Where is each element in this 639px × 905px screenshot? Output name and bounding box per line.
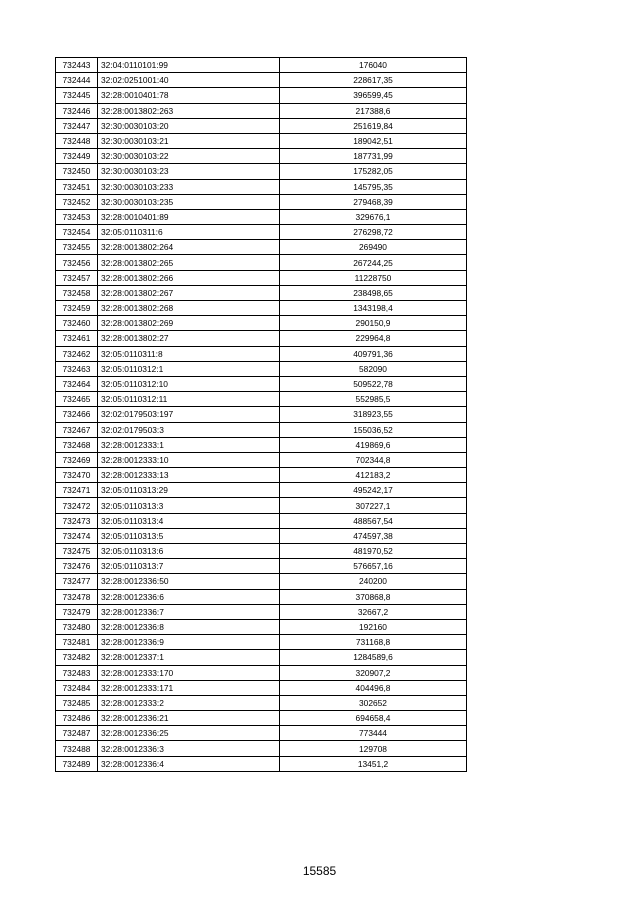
table-row — [56, 619, 467, 634]
cadastral-number-cell: 32:28:0012336:7 — [98, 604, 280, 619]
cadastral-number-cell: 32:28:0012337:1 — [98, 650, 280, 665]
table-row — [56, 726, 467, 741]
value-cell: 176040 — [280, 58, 467, 73]
value-cell: 419869,6 — [280, 437, 467, 452]
value-cell: 488567,54 — [280, 513, 467, 528]
table-row — [56, 422, 467, 437]
table-row — [56, 711, 467, 726]
value-cell: 509522,78 — [280, 376, 467, 391]
value-cell: 187731,99 — [280, 149, 467, 164]
cadastral-number-cell: 32:30:0030103:20 — [98, 118, 280, 133]
cadastral-number-cell: 32:28:0012333:10 — [98, 452, 280, 467]
table-row — [56, 361, 467, 376]
record-id-cell: 732479 — [56, 604, 98, 619]
record-id-cell: 732486 — [56, 711, 98, 726]
record-id-cell: 732472 — [56, 498, 98, 513]
cadastral-number-cell: 32:28:0012333:171 — [98, 680, 280, 695]
cadastral-number-cell: 32:05:0110312:1 — [98, 361, 280, 376]
value-cell: 702344,8 — [280, 452, 467, 467]
record-id-cell: 732473 — [56, 513, 98, 528]
cadastral-number-cell: 32:28:0013802:269 — [98, 316, 280, 331]
record-id-cell: 732476 — [56, 559, 98, 574]
record-id-cell: 732450 — [56, 164, 98, 179]
cadastral-number-cell: 32:05:0110313:3 — [98, 498, 280, 513]
record-id-cell: 732477 — [56, 574, 98, 589]
value-cell: 217388,6 — [280, 103, 467, 118]
table-row — [56, 149, 467, 164]
table-row — [56, 209, 467, 224]
table-row — [56, 635, 467, 650]
value-cell: 240200 — [280, 574, 467, 589]
cadastral-number-cell: 32:05:0110312:11 — [98, 392, 280, 407]
cadastral-number-cell: 32:28:0013802:264 — [98, 240, 280, 255]
record-id-cell: 732443 — [56, 58, 98, 73]
value-cell: 13451,2 — [280, 756, 467, 771]
value-cell: 552985,5 — [280, 392, 467, 407]
record-id-cell: 732487 — [56, 726, 98, 741]
value-cell: 320907,2 — [280, 665, 467, 680]
cadastral-number-cell: 32:02:0179503:3 — [98, 422, 280, 437]
cadastral-number-cell: 32:05:0110311:6 — [98, 225, 280, 240]
table-row — [56, 468, 467, 483]
value-cell: 238498,65 — [280, 285, 467, 300]
table-row — [56, 756, 467, 771]
table-row — [56, 483, 467, 498]
value-cell: 155036,52 — [280, 422, 467, 437]
cadastral-number-cell: 32:28:0013802:268 — [98, 301, 280, 316]
table-row — [56, 574, 467, 589]
record-id-cell: 732475 — [56, 544, 98, 559]
value-cell: 582090 — [280, 361, 467, 376]
record-id-cell: 732468 — [56, 437, 98, 452]
record-id-cell: 732480 — [56, 619, 98, 634]
record-id-cell: 732470 — [56, 468, 98, 483]
records-table-body — [56, 58, 467, 772]
record-id-cell: 732482 — [56, 650, 98, 665]
record-id-cell: 732463 — [56, 361, 98, 376]
value-cell: 175282,05 — [280, 164, 467, 179]
table-row — [56, 58, 467, 73]
cadastral-number-cell: 32:28:0012336:21 — [98, 711, 280, 726]
value-cell: 11228750 — [280, 270, 467, 285]
table-row — [56, 741, 467, 756]
record-id-cell: 732451 — [56, 179, 98, 194]
record-id-cell: 732455 — [56, 240, 98, 255]
cadastral-number-cell: 32:28:0012333:2 — [98, 695, 280, 710]
record-id-cell: 732454 — [56, 225, 98, 240]
record-id-cell: 732462 — [56, 346, 98, 361]
record-id-cell: 732467 — [56, 422, 98, 437]
cadastral-number-cell: 32:28:0012336:50 — [98, 574, 280, 589]
value-cell: 276298,72 — [280, 225, 467, 240]
table-row — [56, 179, 467, 194]
value-cell: 731168,8 — [280, 635, 467, 650]
record-id-cell: 732485 — [56, 695, 98, 710]
cadastral-number-cell: 32:28:0013802:265 — [98, 255, 280, 270]
value-cell: 290150,9 — [280, 316, 467, 331]
cadastral-number-cell: 32:02:0179503:197 — [98, 407, 280, 422]
value-cell: 269490 — [280, 240, 467, 255]
value-cell: 267244,25 — [280, 255, 467, 270]
cadastral-number-cell: 32:04:0110101:99 — [98, 58, 280, 73]
value-cell: 495242,17 — [280, 483, 467, 498]
record-id-cell: 732469 — [56, 452, 98, 467]
record-id-cell: 732456 — [56, 255, 98, 270]
record-id-cell: 732458 — [56, 285, 98, 300]
value-cell: 412183,2 — [280, 468, 467, 483]
cadastral-number-cell: 32:05:0110313:4 — [98, 513, 280, 528]
cadastral-number-cell: 32:28:0012336:4 — [98, 756, 280, 771]
table-row — [56, 528, 467, 543]
table-row — [56, 559, 467, 574]
record-id-cell: 732461 — [56, 331, 98, 346]
cadastral-number-cell: 32:28:0012333:13 — [98, 468, 280, 483]
record-id-cell: 732453 — [56, 209, 98, 224]
table-row — [56, 392, 467, 407]
table-row — [56, 665, 467, 680]
cadastral-number-cell: 32:28:0012336:9 — [98, 635, 280, 650]
page-number: 15585 — [302, 864, 337, 878]
table-row — [56, 437, 467, 452]
record-id-cell: 732446 — [56, 103, 98, 118]
cadastral-number-cell: 32:02:0251001:40 — [98, 73, 280, 88]
cadastral-number-cell: 32:30:0030103:23 — [98, 164, 280, 179]
record-id-cell: 732483 — [56, 665, 98, 680]
cadastral-number-cell: 32:28:0013802:267 — [98, 285, 280, 300]
record-id-cell: 732466 — [56, 407, 98, 422]
record-id-cell: 732459 — [56, 301, 98, 316]
value-cell: 192160 — [280, 619, 467, 634]
cadastral-number-cell: 32:30:0030103:21 — [98, 133, 280, 148]
value-cell: 409791,36 — [280, 346, 467, 361]
record-id-cell: 732488 — [56, 741, 98, 756]
cadastral-number-cell: 32:28:0013802:266 — [98, 270, 280, 285]
cadastral-number-cell: 32:30:0030103:233 — [98, 179, 280, 194]
table-row — [56, 88, 467, 103]
table-row — [56, 240, 467, 255]
value-cell: 481970,52 — [280, 544, 467, 559]
records-table — [55, 57, 467, 772]
table-row — [56, 285, 467, 300]
record-id-cell: 732474 — [56, 528, 98, 543]
table-row — [56, 544, 467, 559]
table-row — [56, 498, 467, 513]
cadastral-number-cell: 32:28:0010401:89 — [98, 209, 280, 224]
table-row — [56, 376, 467, 391]
cadastral-number-cell: 32:05:0110313:6 — [98, 544, 280, 559]
value-cell: 279468,39 — [280, 194, 467, 209]
cadastral-number-cell: 32:05:0110313:5 — [98, 528, 280, 543]
table-row — [56, 407, 467, 422]
cadastral-number-cell: 32:30:0030103:22 — [98, 149, 280, 164]
record-id-cell: 732478 — [56, 589, 98, 604]
table-row — [56, 103, 467, 118]
value-cell: 576657,16 — [280, 559, 467, 574]
record-id-cell: 732471 — [56, 483, 98, 498]
table-row — [56, 133, 467, 148]
record-id-cell: 732452 — [56, 194, 98, 209]
value-cell: 396599,45 — [280, 88, 467, 103]
cadastral-number-cell: 32:28:0010401:78 — [98, 88, 280, 103]
table-row — [56, 331, 467, 346]
cadastral-number-cell: 32:28:0013802:27 — [98, 331, 280, 346]
table-row — [56, 316, 467, 331]
cadastral-number-cell: 32:05:0110311:8 — [98, 346, 280, 361]
table-row — [56, 164, 467, 179]
table-row — [56, 650, 467, 665]
value-cell: 189042,51 — [280, 133, 467, 148]
table-row — [56, 255, 467, 270]
value-cell: 302652 — [280, 695, 467, 710]
cadastral-number-cell: 32:28:0012336:3 — [98, 741, 280, 756]
cadastral-number-cell: 32:28:0012336:6 — [98, 589, 280, 604]
record-id-cell: 732460 — [56, 316, 98, 331]
record-id-cell: 732465 — [56, 392, 98, 407]
cadastral-number-cell: 32:30:0030103:235 — [98, 194, 280, 209]
record-id-cell: 732464 — [56, 376, 98, 391]
value-cell: 1284589,6 — [280, 650, 467, 665]
value-cell: 228617,35 — [280, 73, 467, 88]
table-row — [56, 73, 467, 88]
table-row — [56, 346, 467, 361]
value-cell: 145795,35 — [280, 179, 467, 194]
record-id-cell: 732447 — [56, 118, 98, 133]
record-id-cell: 732481 — [56, 635, 98, 650]
cadastral-number-cell: 32:05:0110313:7 — [98, 559, 280, 574]
cadastral-number-cell: 32:28:0012333:1 — [98, 437, 280, 452]
table-row — [56, 270, 467, 285]
value-cell: 32667,2 — [280, 604, 467, 619]
table-row — [56, 695, 467, 710]
cadastral-number-cell: 32:28:0012333:170 — [98, 665, 280, 680]
value-cell: 694658,4 — [280, 711, 467, 726]
value-cell: 329676,1 — [280, 209, 467, 224]
value-cell: 474597,38 — [280, 528, 467, 543]
record-id-cell: 732444 — [56, 73, 98, 88]
record-id-cell: 732448 — [56, 133, 98, 148]
cadastral-number-cell: 32:28:0012336:8 — [98, 619, 280, 634]
value-cell: 229964,8 — [280, 331, 467, 346]
record-id-cell: 732457 — [56, 270, 98, 285]
value-cell: 318923,55 — [280, 407, 467, 422]
record-id-cell: 732445 — [56, 88, 98, 103]
value-cell: 307227,1 — [280, 498, 467, 513]
cadastral-number-cell: 32:28:0013802:263 — [98, 103, 280, 118]
value-cell: 251619,84 — [280, 118, 467, 133]
table-row — [56, 194, 467, 209]
record-id-cell: 732489 — [56, 756, 98, 771]
table-row — [56, 225, 467, 240]
value-cell: 404496,8 — [280, 680, 467, 695]
record-id-cell: 732449 — [56, 149, 98, 164]
cadastral-number-cell: 32:28:0012336:25 — [98, 726, 280, 741]
table-row — [56, 452, 467, 467]
table-row — [56, 604, 467, 619]
table-row — [56, 118, 467, 133]
value-cell: 1343198,4 — [280, 301, 467, 316]
table-row — [56, 301, 467, 316]
cadastral-number-cell: 32:05:0110312:10 — [98, 376, 280, 391]
cadastral-number-cell: 32:05:0110313:29 — [98, 483, 280, 498]
table-row — [56, 589, 467, 604]
record-id-cell: 732484 — [56, 680, 98, 695]
table-row — [56, 680, 467, 695]
value-cell: 370868,8 — [280, 589, 467, 604]
value-cell: 773444 — [280, 726, 467, 741]
table-row — [56, 513, 467, 528]
value-cell: 129708 — [280, 741, 467, 756]
